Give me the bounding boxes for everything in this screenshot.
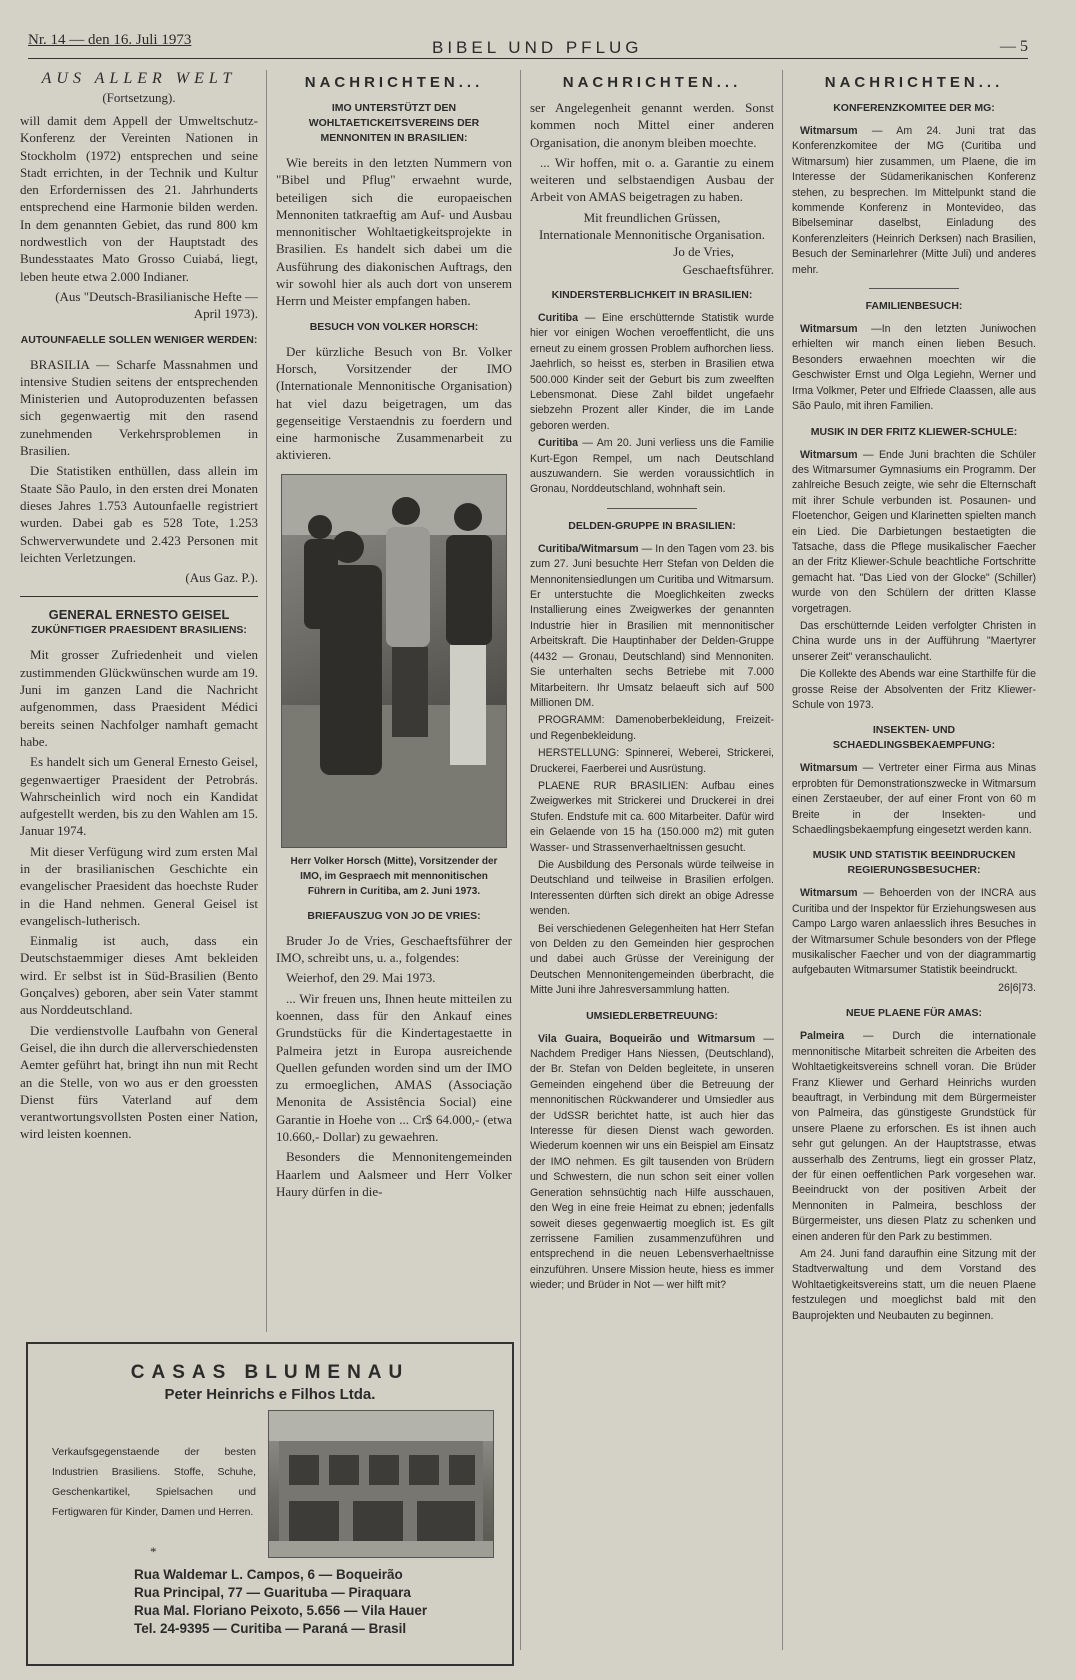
article-text: Besonders die Mennonitengemeinden Haarlem und Aalsmeer und Herr Volker Haury dürfen in die-	[276, 1149, 512, 1199]
article-source: (Aus Gaz. P.).	[185, 570, 258, 586]
article-headline: KINDERSTERBLICHKEIT IN BRASILIEN:	[551, 288, 753, 301]
dateline: Curitiba/Witmarsum	[538, 542, 639, 555]
article-text: BRASILIA — Scharfe Massnahmen und intensive Studien seitens der entsprechenden Ministerien und Autoproduzenten befassen sich gegenwaertig mit den rasend zunehmenden Verkehrsproblemen in Brasilien.	[20, 356, 258, 459]
issue-date: Nr. 14 — den 16. Juli 1973	[28, 32, 192, 48]
ad-asterisk: *	[150, 1544, 157, 1559]
article-headline: KONFERENZKOMITEE DER MG:	[833, 102, 995, 114]
article-text: — Vertreter einer Firma aus Minas erprobten für Demonstrationszwecke in Witmarsum einen Zerstaeuber, der auf einer Front von 60 m Breite in der Insekten- und Schaedlingsbekaempfung eingesetzt werden kann.	[792, 762, 1036, 837]
dateline: Curitiba	[538, 437, 579, 450]
article-headline: INSEKTEN- UND SCHAEDLINGSBEKAEMPFUNG:	[832, 724, 996, 752]
article-text: Es handelt sich um General Ernesto Geisel, gegenwaertiger Praesident der Petrobrás. Wahrscheinlich wird noch ein Kandidat aufgestellt werden, bis zu den Wahlen am 15. Januar 1974.	[20, 754, 258, 839]
article-text: HERSTELLUNG: Spinnerei, Weberei, Strickerei, Druckerei, Faerberei und Ausrüstung.	[530, 747, 774, 775]
article-text: Mit dieser Verfügung wird zum ersten Mal in der brasilianischen Geschichte ein evangelischer Praesident das hoechste Ruder in die Hand nehmen. General Geisel ist evangelisch-lutherisch.	[20, 843, 258, 928]
article-date: 26|6|73.	[998, 981, 1036, 994]
page-number: — 5	[1000, 38, 1028, 55]
article-headline: DELDEN-GRUPPE IN BRASILIEN:	[568, 519, 736, 532]
ad-address-line: Rua Principal, 77 — Guarituba — Piraquara	[134, 1585, 411, 1600]
column-heading: NACHRICHTEN...	[562, 74, 742, 91]
photo-caption: Herr Volker Horsch (Mitte), Vorsitzender der IMO, im Gespraech mit mennonitischen Führern in Curitiba, am 2. Juni 1973.	[290, 855, 498, 897]
article-text: — Nachdem Prediger Hans Niessen, (Deutschland), der Br. Stefan von Delden begleitete, in unseren Gemeinden eingehend über die Betreuung der mennonitischen Rückwanderer und Umsiedler aus der UdSSR berichtet hatte, ist auch hier das Interesse für diesen Dienst wach geworden. Wiederum koennen wir uns ein Beispiel am Einsatz der IMO nehmen. Es gilt tausenden von Brüdern und Schwestern, die nun schon seit einer vollen Generation sehnsüchtig nach Hilfe ausschauen, den Weg in eine freie Heimat zu ebnen; jedenfalls soweit dieses gegenwaertig moeglich ist. Es gilt zerrissene Familien zusammenzuführen und entsprechend in die neuen Lebensverhaeltnisse einzuführen. Unsere Mission heute, hiess es immer wieder; und Brüder in Not — wer hilft mit?	[530, 1032, 774, 1292]
news-photo	[281, 474, 507, 848]
article-text: — Am 20. Juni verliess uns die Familie Kurt-Egon Rempel, um nach Deutschland auszuwandern. Sie werden voraussichtlich in Gronau, Norddeutschland, wohnhaft sein.	[530, 437, 774, 496]
section-rule	[607, 508, 697, 509]
column-divider	[266, 70, 267, 1332]
article-headline: BESUCH VON VOLKER HORSCH:	[309, 320, 479, 333]
storefront-illustration	[269, 1411, 493, 1557]
letter-date: Weierhof, den 29. Mai 1973.	[286, 970, 436, 986]
article-text: — Am 24. Juni trat das Konferenzkomitee der MG (Curitiba und Witmarsum) hier zusammen, um Plaene, die im Interesse der Südamerikanischen Konferenz stehen, zu besprechen. Im Mittelpunkt stand die kommende Konferenz in Montevideo, das Bibelseminar daselbst, Einladung des Konferenzleiters (Heinrich Derksen) nach Brasilien, Besuch der Seminarlehrer (Mitte Juli) und anderes mehr.	[792, 125, 1036, 276]
advertisement-box	[26, 1342, 514, 1666]
column-3	[530, 66, 774, 1626]
article-text: Die Ausbildung des Personals würde teilweise in Deutschland und teilweise in Brasilien erfolgen. Interessenten dürften sich direkt an obige Adresse wenden.	[530, 858, 774, 918]
article-headline: MUSIK UND STATISTIK BEEINDRUCKEN REGIERUNGSBESUCHER:	[812, 849, 1016, 877]
article-text: Die Kollekte des Abends war eine Starthilfe für die grosse Reise der Absolventen der Fritz Kliewer-Schule von 1973.	[792, 668, 1036, 711]
article-text: Der kürzliche Besuch von Br. Volker Horsch, Vorsitzender der IMO (Internationale Mennonitische Organisation) hat viel dazu beigetragen, um das gegenseitige Verstaendnis zu foerdern und eine harmonische Zusammenarbeit zu aktivieren.	[276, 343, 512, 463]
article-headline: UMSIEDLERBETREUUNG:	[586, 1009, 718, 1022]
article-headline: NEUE PLAENE FÜR AMAS:	[845, 1007, 983, 1020]
dateline: Witmarsum	[800, 448, 858, 461]
article-text: Einmalig ist auch, dass ein Deutschstaemmiger dieses Amt bekleiden wird. Er selbst ist in Süd-Brasilien (Bento Gonçalves) geboren, aber sein Vater stammt aus Norddeutschland.	[20, 933, 258, 1018]
article-text: — Durch die internationale mennonitische Mitarbeit schreiten die Arbeiten des Wohltaetigkeitsvereins schnell voran. Die Brüder Franz Kliewer und Gerhard Heinrichs wurden beauftragt, in Verbindung mit dem Bürgermeister von Palmeira, das günstigeste Grundstück für unsere Plaene zu erforschen. Es ist ihnen auch sehr gut gelungen. An der Hauptstrasse, etwas ausserhalb des Zentrums, liegt ein grosser Platz, der für einen oeffentlichen Park vorgesehen war. Beeindruckt von der positiven Arbeit der Mennoniten in Palmeira, beschloss der Bürgermeister, uns diesen Platz zu schenken und einen anderen für den Park zu bestimmen.	[792, 1030, 1036, 1243]
people-photo-illustration	[282, 475, 506, 847]
article-headline: GENERAL ERNESTO GEISEL	[48, 607, 230, 623]
article-text: — Behoerden von der INCRA aus Curitiba und der Inspektor für Erziehungswesen aus Campo Largo waren anlaesslich ihres Besuches in der Witmarsumer Schule besonders von der Pflege musikalischer Faecher und von der diagrammartig aufgebauten Witmarsumer Statistik beeindruckt.	[792, 887, 1036, 977]
article-headline: MUSIK IN DER FRITZ KLIEWER-SCHULE:	[810, 425, 1018, 438]
article-text: Bruder Jo de Vries, Geschaeftsführer der IMO, schreibt uns, u. a., folgendes:	[276, 932, 512, 966]
dateline: Witmarsum	[800, 323, 858, 336]
letter-organisation: Internationale Mennonitische Organisation.	[538, 227, 766, 243]
letter-signature-title: Geschaeftsführer.	[682, 261, 774, 277]
page-header	[28, 28, 1028, 59]
article-text: Das erschütternde Leiden verfolgter Christen in China wurde uns in der Aufführung "Maertyrer unserer Zeit" veranschaulicht.	[792, 619, 1036, 663]
section-rule	[869, 288, 959, 289]
section-continued: (Fortsetzung).	[102, 90, 176, 105]
ad-company: Peter Heinrichs e Filhos Ltda.	[164, 1386, 376, 1403]
article-text: ser Angelegenheit genannt werden. Sonst kommen noch Mittel einer anderen Organisation, die anonym bleiben moechte.	[530, 100, 774, 150]
article-subheadline: ZUKÜNFTIGER PRAESIDENT BRASILIENS:	[31, 624, 247, 637]
ad-addresses	[134, 1566, 427, 1638]
letter-signature: Jo de Vries,	[673, 244, 734, 260]
column-heading: NACHRICHTEN...	[304, 74, 484, 91]
section-kicker: AUS ALLER WELT	[41, 70, 237, 87]
column-4	[792, 66, 1036, 1626]
letter-greeting: Mit freundlichen Grüssen,	[583, 209, 721, 225]
ad-brand: CASAS BLUMENAU	[130, 1362, 410, 1383]
column-1	[20, 66, 258, 1328]
store-photo	[268, 1410, 494, 1558]
column-divider	[520, 70, 521, 1650]
article-headline: BRIEFAUSZUG VON JO DE VRIES:	[307, 909, 481, 922]
masthead-title: BIBEL UND PFLUG	[432, 38, 643, 57]
article-source: (Aus "Deutsch-Brasilianische Hefte — April 1973).	[55, 288, 258, 322]
dateline: Vila Guaira, Boqueirão und Witmarsum	[538, 1032, 756, 1045]
article-text: Am 24. Juni fand daraufhin eine Sitzung mit der Stadtverwaltung und dem Vorstand des Wohltaetigkeitsvereins statt, um die neuen Plaene festzulegen und moeglichst bald mit den Bauprojekten und Neubauten zu beginnen.	[792, 1247, 1036, 1322]
article-text: Die verdienstvolle Laufbahn von General Geisel, die ihn durch die allerverschiedensten Aemter geführt hat, bringt ihn nun mit Recht an die Stelle, von wo aus er den groessten Dienst fürs Vaterland auf dem verantwortungsvollsten Posten einer Nation, wird leisten koennen.	[20, 1022, 258, 1142]
ad-address-line: Rua Mal. Floriano Peixoto, 5.656 — Vila Hauer	[134, 1603, 428, 1618]
article-text: ... Wir hoffen, mit o. a. Garantie zu einem weiteren und selbstaendigen Ausbau der Arbeit von AMAS beigetragen zu haben.	[530, 154, 774, 205]
article-text: Wie bereits in den letzten Nummern von "Bibel und Pflug" erwaehnt wurde, beteiligen sich die europaeischen Mennoniten tatkraeftig am Auf- und Ausbau mennonitischer Wohltaetigkeitsprojekte in Brasilien. Es handelt sich dabei um die Ausführung des diakonischen Auftrags, den wir sowohl hier als auch dort von unserem Herrn und Meister empfangen haben.	[276, 155, 512, 309]
ad-address-line: Rua Waldemar L. Campos, 6 — Boqueirão	[134, 1567, 403, 1582]
article-headline: AUTOUNFAELLE SOLLEN WENIGER WERDEN:	[20, 333, 258, 346]
article-text: Mit grosser Zufriedenheit und vielen zustimmenden Glückwünschen wurde am 19. Juni im ganzen Land die Nachricht aufgenommen, dass Praesident Médici bereits seinen Nachfolger namhaft gemacht habe.	[20, 647, 258, 749]
article-text: — Eine erschütternde Statistik wurde hier vor einigen Wochen veroeffentlicht, die uns erneut zu einem grossen Problem aufhorchen liess. Jaehrlich, so heisst es, sterben in Brasilien etwa 500.000 Kinder seit der Geburt bis zum zweelften Lebensmonat. Diese Zahl bildet ungefaehr siebzehn Prozent aller Kinder, die im Lande geboren werden.	[530, 311, 774, 432]
dateline: Curitiba	[538, 311, 579, 324]
article-text: — In den Tagen vom 23. bis zum 27. Juni besuchte Herr Stefan von Delden die Mennonitensiedlungen um Curitiba und Witmarsum. Er unterstuchte die Moeglichkeiten zwecks Installierung eines Zweigwerkes der genannten Industrie hier in Brasilien mit mennonitischer Arbeitskraft. Die Hauptinhaber der Delden-Gruppe (4432 — Gronau, Deutschland) sind Mennoniten. Sie unterhalten sechs Betriebe mit 7.000 Mitarbeitern. Ihr Umsatz belaeuft sich auf 500 Millionen DM.	[530, 542, 774, 709]
article-text: PLAENE RUR BRASILIEN: Aufbau eines Zweigwerkes mit Strickerei und Druckerei in drei Stufen. Endstufe mit ca. 600 Mitarbeiter. Dafür wird ein Gelaende von 15 ha (150.000 m2) mit guten Wasser- und Strassenverhaeltnissen gesucht.	[530, 779, 774, 854]
article-headline: FAMILIENBESUCH:	[865, 300, 963, 313]
article-text: will damit dem Appell der Umweltschutz-Konferenz der Vereinten Nationen in Stockholm (1972) entsprechen und seine Stadt errichten, in der Technik und Kultur den Erfordernissen des 21. Jahrhunderts entsprechend eine Harmonie bilden werden. In dem genannten Gebiet, das rund 800 km nordwestlich von der Hauptstadt des Bundesstaates Mato Grosso Cuiabá, liegt, leben heute etwa 2.000 Indianer.	[20, 113, 258, 284]
dateline: Witmarsum	[800, 762, 858, 775]
article-text: —In den letzten Juniwochen erhielten wir manch einen lieben Besuch. Besonders erwaehnen moechten wir die Geschwister Ernst und Olga Legiehn, Werner und Irma Volkmer, Peter und Elfriede Claassen, alle aus São Paulo, mit ihren Familien.	[792, 323, 1036, 413]
article-text: ... Wir freuen uns, Ihnen heute mitteilen zu koennen, dass für den Ankauf eines Grundstücks für die Kindertagestaette in Palmeira jetzt in Europa ausreichende Quellen gefunden worden sind um der IMO zu ermoeglichen, AMAS (Associação Menonita de Assistência Social) eine Garantie in Hoehe von ... Cr$ 64.000,- (etwa 10.660,- Dollar) zu gewaehren.	[276, 990, 512, 1145]
article-text: — Ende Juni brachten die Schüler des Witmarsumer Gymnasiums ein Programm. Der zahlreiche Besuch zeigte, wie sehr die Elternschaft mit ihrer Schule verbunden ist. Posaunen- und Floetenchor, Geigen und Klarinetten spielten manch ein Lied. Die Darbietungen bestaetigten die Tatsache, dass die Pflege musikalischer Faecher an der Fritz Kliewer-Schule beachtliche Fortschritte gemacht hat. "Das Lied von der Glocke" (Schiller) wurde von den Schülern der dritten Klasse vorgetragen.	[792, 448, 1036, 615]
column-heading: NACHRICHTEN...	[824, 74, 1004, 91]
article-text: PROGRAMM: Damenoberbekleidung, Freizeit- und Regenbekleidung.	[530, 714, 774, 742]
dateline: Witmarsum	[800, 887, 858, 900]
dateline: Palmeira	[800, 1030, 845, 1043]
article-text: Bei verschiedenen Gelegenheiten hat Herr Stefan von Delden zu den Gemeinden hier gesprochen und dabei auch Grüsse der Vereinigung der Deutschen Mennonitengemeinden überbracht, die Mitte Juni ihre Jahresversammlung hatten.	[530, 922, 774, 997]
article-text: Die Statistiken enthüllen, dass allein im Staate São Paulo, in den ersten drei Monaten dieses Jahres 1.753 Autounfaelle registriert wurden. Dabei gab es 528 Tote, 1.253 Schwerverwundete und 2.423 Personen mit leichten Verletzungen.	[20, 463, 258, 565]
ad-description: Verkaufsgegenstaende der besten Industrien Brasiliens. Stoffe, Schuhe, Geschenkartikel, Spielsachen und Fertigwaren für Kinder, Damen und Herren.	[52, 1446, 256, 1518]
section-rule	[20, 596, 258, 597]
dateline: Witmarsum	[800, 125, 858, 137]
ad-phone-line: Tel. 24-9395 — Curitiba — Paraná — Brasil	[134, 1621, 407, 1636]
article-headline: IMO UNTERSTÜTZT DEN WOHLTAETICKEITSVEREINS DER MENNONITEN IN BRASILIEN:	[308, 102, 480, 144]
column-divider	[782, 70, 783, 1650]
